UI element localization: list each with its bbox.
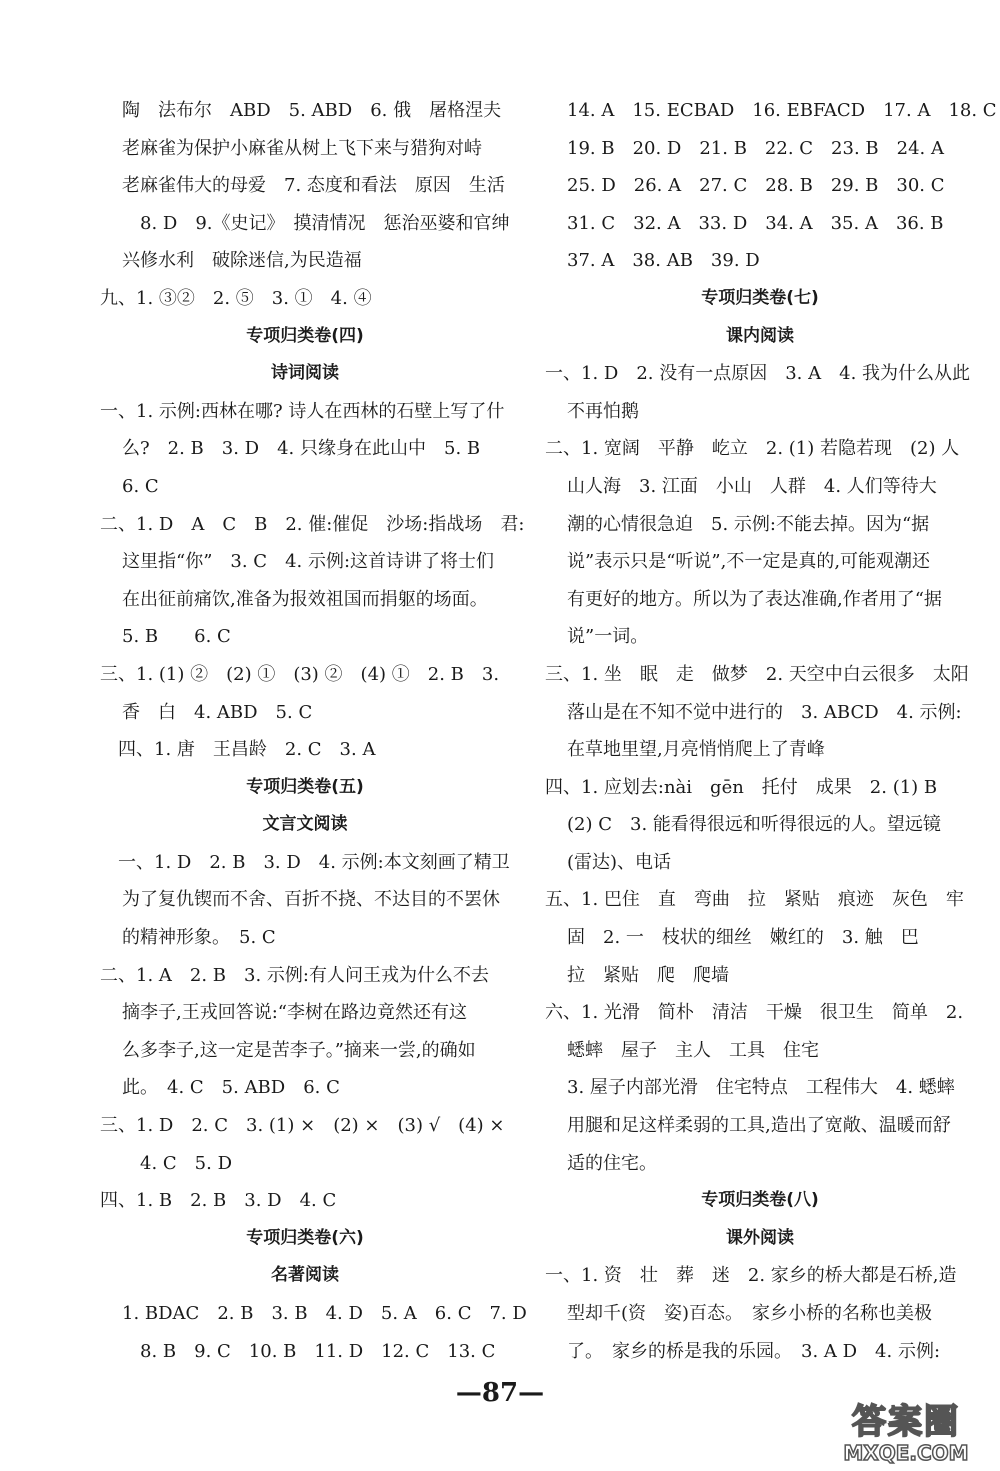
answer-line: 老麻雀为保护小麻雀从树上飞下来与猎狗对峙 (122, 137, 482, 159)
answer-line: 不再怕鹅 (567, 400, 639, 422)
answer-line: 四、1. B 2. B 3. D 4. C (100, 1190, 337, 1212)
answer-line: 1. BDAC 2. B 3. B 4. D 5. A 6. C 7. D (122, 1303, 527, 1324)
section-heading: 名著阅读 (271, 1265, 339, 1286)
watermark-url: MXQE.COM (843, 1441, 969, 1465)
answer-line: 适的住宅。 (567, 1152, 657, 1174)
answer-line: 14. A 15. ECBAD 16. EBFACD 17. A 18. C (567, 100, 997, 121)
answer-line: 潮的心情很急迫 5. 示例:不能去掉。因为“据 (567, 513, 930, 535)
answer-line: 山人海 3. 江面 小山 人群 4. 人们等待大 (567, 475, 937, 497)
answer-line: 一、1. D 2. 没有一点原因 3. A 4. 我为什么从此 (545, 363, 971, 385)
left-answer-column (100, 92, 527, 1370)
answer-line: 一、1. 示例:西林在哪? 诗人在西林的石壁上写了什 (100, 400, 505, 422)
answer-line: (2) C 3. 能看得很远和听得很远的人。望远镜 (567, 814, 941, 836)
answer-line: 说”表示只是“听说”,不一定是真的,可能观潮还 (567, 551, 931, 573)
answer-line: 的精神形象。 5. C (122, 927, 276, 949)
answer-line: 25. D 26. A 27. C 28. B 29. B 30. C (567, 175, 945, 197)
answer-line: 说”一词。 (567, 626, 649, 648)
answer-line: 型却千(资 姿)百态。 家乡小桥的名称也美极 (567, 1303, 933, 1324)
answer-line: 固 2. 一 枝状的细丝 嫩红的 3. 触 巴 (567, 927, 919, 949)
answer-line: 5. B 6. C (122, 626, 231, 648)
answer-line: 兴修水利 破除迷信,为民造福 (122, 250, 362, 272)
section-heading: 文言文阅读 (262, 814, 348, 835)
section-heading: 课内阅读 (726, 325, 794, 346)
watermark-chars: 答案圈 (852, 1402, 960, 1442)
page-number: —87— (455, 1378, 545, 1408)
answer-line: 二、1. A 2. B 3. 示例:有人问王戎为什么不去 (100, 964, 489, 986)
answer-line: 8. D 9.《史记》 摸清情况 惩治巫婆和官绅 (122, 212, 510, 234)
answer-line: 落山是在不知不觉中进行的 3. ABCD 4. 示例: (567, 701, 962, 723)
answer-line: 陶 法布尔 ABD 5. ABD 6. 俄 屠格涅夫 (122, 100, 502, 121)
section-heading: 诗词阅读 (271, 363, 339, 384)
answer-line: 这里指“你” 3. C 4. 示例:这首诗讲了将士们 (122, 551, 495, 573)
answer-line: 此。 4. C 5. ABD 6. C (122, 1077, 340, 1099)
answer-line: 拉 紧贴 爬 爬墙 (567, 964, 729, 986)
answer-line: 3. 屋子内部光滑 住宅特点 工程伟大 4. 蟋蟀 (567, 1077, 955, 1099)
answer-line: 蟋蟀 屋子 主人 工具 住宅 (567, 1039, 819, 1061)
answer-line: 用腿和足这样柔弱的工具,造出了宽敞、温暖而舒 (567, 1115, 951, 1137)
answer-line: 么多李子,这一定是苦李子。”摘来一尝,的确如 (122, 1039, 476, 1061)
section-heading: 专项归类卷(四) (246, 325, 364, 346)
answer-line: 有更好的地方。所以为了表达准确,作者用了“据 (567, 588, 942, 610)
answer-line: 31. C 32. A 33. D 34. A 35. A 36. B (567, 212, 944, 234)
answer-line: 么? 2. B 3. D 4. 只缘身在此山中 5. B (122, 438, 481, 460)
section-heading: 专项归类卷(八) (701, 1190, 819, 1211)
section-heading: 专项归类卷(五) (246, 776, 364, 797)
answer-line: 摘李子,王戎回答说:“李树在路边竟然还有这 (122, 1002, 467, 1024)
answer-line: 四、1. 唐 王昌龄 2. C 3. A (100, 739, 376, 761)
answer-line: 一、1. D 2. B 3. D 4. 示例:本文刻画了精卫 (100, 851, 510, 873)
answer-line: 香 白 4. ABD 5. C (122, 701, 313, 723)
answer-line: 四、1. 应划去:nài gēn 托付 成果 2. (1) B (545, 776, 938, 798)
answer-line: 在草地里望,月亮悄悄爬上了青峰 (567, 739, 825, 761)
watermark-logo (826, 1402, 986, 1464)
answer-line: 一、1. 资 壮 葬 迷 2. 家乡的桥大都是石桥,造 (545, 1265, 957, 1287)
answer-line: (雷达)、电话 (567, 851, 672, 873)
answer-line: 二、1. 宽阔 平静 屹立 2. (1) 若隐若现 (2) 人 (545, 438, 960, 460)
section-heading: 专项归类卷(七) (701, 287, 819, 308)
answer-line: 19. B 20. D 21. B 22. C 23. B 24. A (567, 137, 944, 159)
answer-line: 为了复仇锲而不舍、百折不挠、不达目的不罢休 (122, 889, 500, 911)
answer-line: 6. C (122, 475, 159, 497)
section-heading: 课外阅读 (726, 1227, 794, 1248)
answer-line: 4. C 5. D (122, 1152, 232, 1174)
answer-line: 三、1. 坐 眠 走 做梦 2. 天空中白云很多 太阳 (545, 663, 969, 685)
answer-line: 五、1. 巴住 直 弯曲 拉 紧贴 痕迹 灰色 牢 (545, 889, 964, 911)
answer-line: 了。 家乡的桥是我的乐园。 3. A D 4. 示例: (567, 1340, 941, 1362)
answer-line: 二、1. D A C B 2. 催:催促 沙场:指战场 君: (100, 513, 525, 535)
answer-line: 8. B 9. C 10. B 11. D 12. C 13. C (122, 1340, 496, 1362)
answer-line: 九、1. ③② 2. ⑤ 3. ① 4. ④ (100, 287, 372, 309)
answer-line: 六、1. 光滑 简朴 清洁 干燥 很卫生 简单 2. (545, 1002, 964, 1024)
right-answer-column (545, 92, 997, 1370)
section-heading: 专项归类卷(六) (246, 1227, 364, 1248)
answer-line: 老麻雀伟大的母爱 7. 态度和看法 原因 生活 (122, 175, 505, 197)
answer-line: 三、1. D 2. C 3. (1) × (2) × (3) √ (4) × (100, 1115, 505, 1137)
answer-line: 在出征前痛饮,准备为报效祖国而捐躯的场面。 (122, 588, 488, 610)
answer-line: 三、1. (1) ② (2) ① (3) ② (4) ① 2. B 3. (100, 663, 500, 685)
answer-line: 37. A 38. AB 39. D (567, 250, 760, 272)
